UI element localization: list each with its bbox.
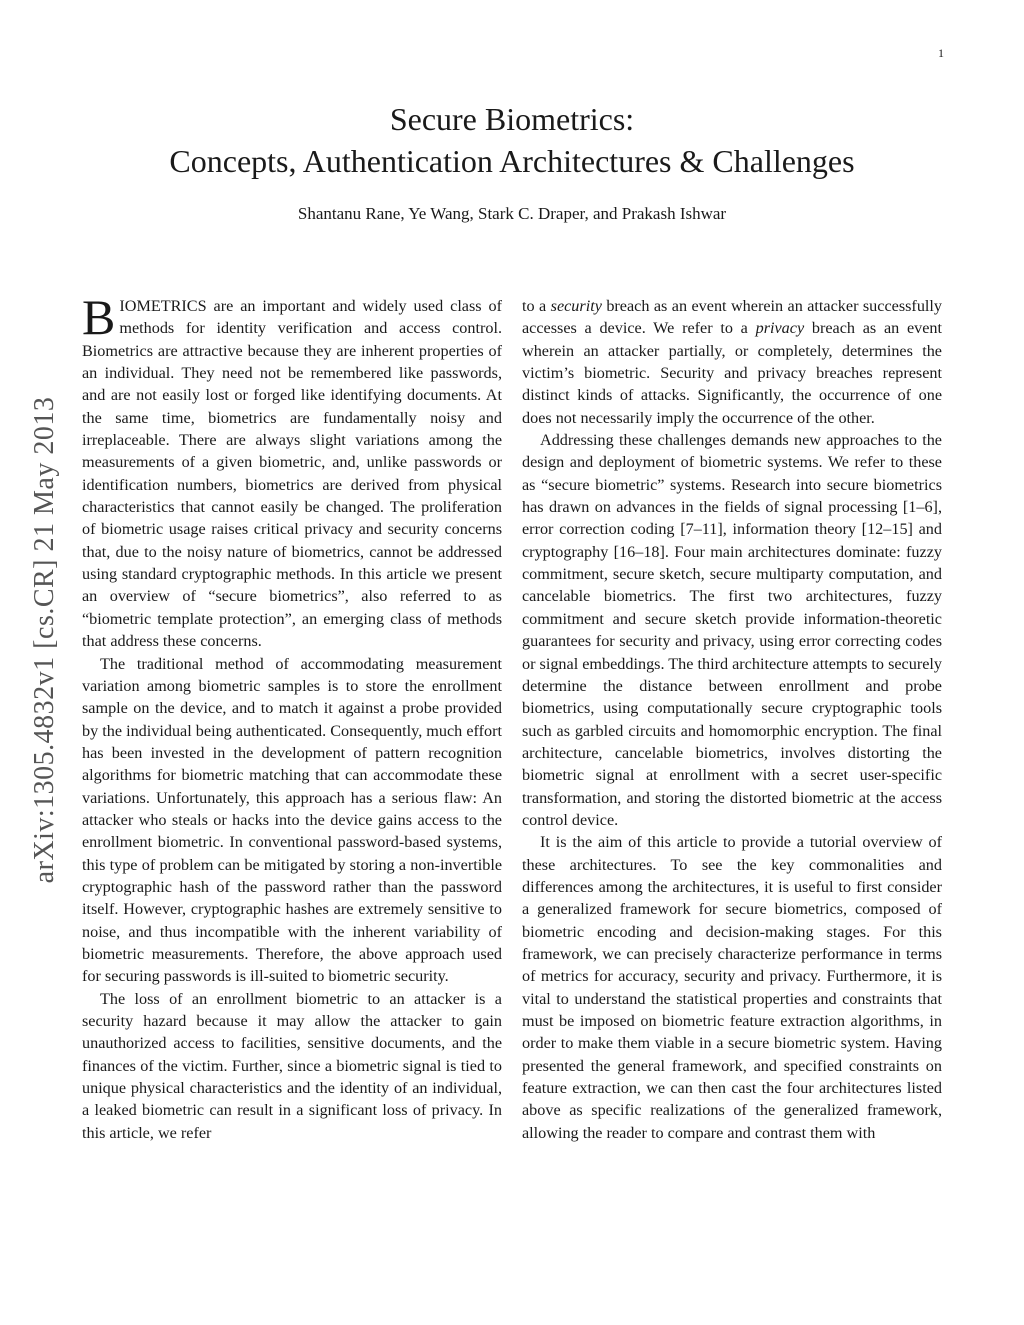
arxiv-identifier: arXiv:1305.4832v1 [cs.CR] 21 May 2013 — [29, 396, 60, 884]
breach-text-2: breach as an event wherein an attacker successfully accesses a device. We refer to a — [522, 297, 943, 338]
right-column — [522, 295, 942, 1144]
body-columns — [82, 289, 943, 1144]
breach-text-3: breach as an event wherein an attacker partially, or completely, determines the victim’s biometric. Security and privacy breaches represent distinct kinds of attacks. Significantly, the occurrence of one does not necessarily imply the occurrence of the other. — [522, 319, 943, 427]
intro-lead-word: IOMETRICS — [119, 297, 207, 315]
paragraph-aim: It is the aim of this article to provide a tutorial overview of these architectures. To see the key commonalities and differences among the architectures, it is useful to first consider a generalized framework for secure biometrics, composed of biometric encoding and decision-making stages. For this framework, we can precisely characterize performance in terms of metrics for accuracy, security and privacy. Furthermore, it is vital to understand the statistical properties and constraints that must be imposed on biometric feature extraction algorithms, in order to make them viable in a secure biometric system. Having presented the general framework, and specified constraints on feature extraction, we can then cast the four architectures listed above as specific realizations of the generalized framework, allowing the reader to compare and contrast them with — [522, 833, 942, 1142]
paper-title-line-1: Secure Biometrics: — [389, 101, 635, 137]
intro-text: are an important and widely used class of methods for identity verification and access control. Biometrics are attractive because they are inherent properties of an individual. They need not be remembered like passwords, and are not easily lost or forged like identifying documents. At the same time, biometrics are fundamentally noisy and irreplaceable. There are always slight variations among the measurements of a given biometric, and, unlike passwords or identification numbers, biometrics are derived from physical characteristics that cannot easily be changed. The proliferation of biometric usage raises critical privacy and security concerns that, due to the noisy nature of biometrics, cannot be addressed using standard cryptographic methods. In this article we present an overview of “secure biometrics”, also referred to as “biometric template protection”, an emerging class of methods that address these concerns. — [82, 297, 502, 651]
paper-title-line-2: Concepts, Authentication Architectures & Challenges — [169, 143, 855, 179]
author-list: Shantanu Rane, Ye Wang, Stark C. Draper, and Prakash Ishwar — [297, 204, 727, 223]
emphasis-security: security — [550, 297, 602, 315]
breach-text-1: to a — [522, 297, 551, 315]
paragraph-loss-of-biometric: The loss of an enrollment biometric to an attacker is a security hazard because it may allow the attacker to gain unauthorized access to facilities, sensitive documents, and the finances of the victim. Further, since a biometric signal is tied to unique physical characteristics and the identity of an individual, a leaked biometric can result in a significant loss of privacy. In this article, we refer — [82, 989, 502, 1142]
page-number: 1 — [938, 46, 944, 60]
paragraph-breach-definitions — [522, 295, 942, 429]
paragraph-intro — [82, 289, 502, 653]
emphasis-privacy: privacy — [755, 319, 805, 338]
paragraph-architectures: Addressing these challenges demands new approaches to the design and deployment of biometric systems. We refer to these as “secure biometric” systems. Research into secure biometrics has drawn on advances in the fields of signal processing [1–6], error correction coding [7–11], information theory [12–15] and cryptography [16–18]. Four main architectures dominate: fuzzy commitment, secure sketch, secure multiparty computation, and cancelable biometrics. The first two architectures, fuzzy commitment and secure sketch provide information-theoretic guarantees for security and privacy, using error correcting codes or signal embeddings. The third architecture attempts to securely determine the distance between enrollment and probe biometrics, using computationally secure cryptographic tools such as garbled circuits and homomorphic encryption. The final architecture, cancelable biometrics, involves distorting the biometric signal at enrollment with a secret user-specific transformation, and storing the distorted biometric at the access control device. — [522, 431, 942, 829]
left-column — [82, 289, 502, 1144]
paragraph-traditional-method: The traditional method of accommodating measurement variation among biometric samples is to store the enrollment sample on the device, and to match it against a probe provided by the individual being authenticated. Consequently, much effort has been invested in the development of pattern recognition algorithms for biometric matching that can accommodate these variations. Unfortunately, this approach has a serious flaw: An attacker who steals or hacks into the device gains access to the enrollment biometric. In conventional password-based systems, this type of problem can be mitigated by storing a non-invertible cryptographic hash of the password rather than the password itself. However, cryptographic hashes are extremely sensitive to noise, and thus incompatible with the inherent variability of biometric measurements. Therefore, the above approach used for securing passwords is ill-suited to biometric security. — [82, 654, 502, 986]
title-block — [82, 98, 942, 224]
dropcap-letter: B — [82, 289, 116, 345]
